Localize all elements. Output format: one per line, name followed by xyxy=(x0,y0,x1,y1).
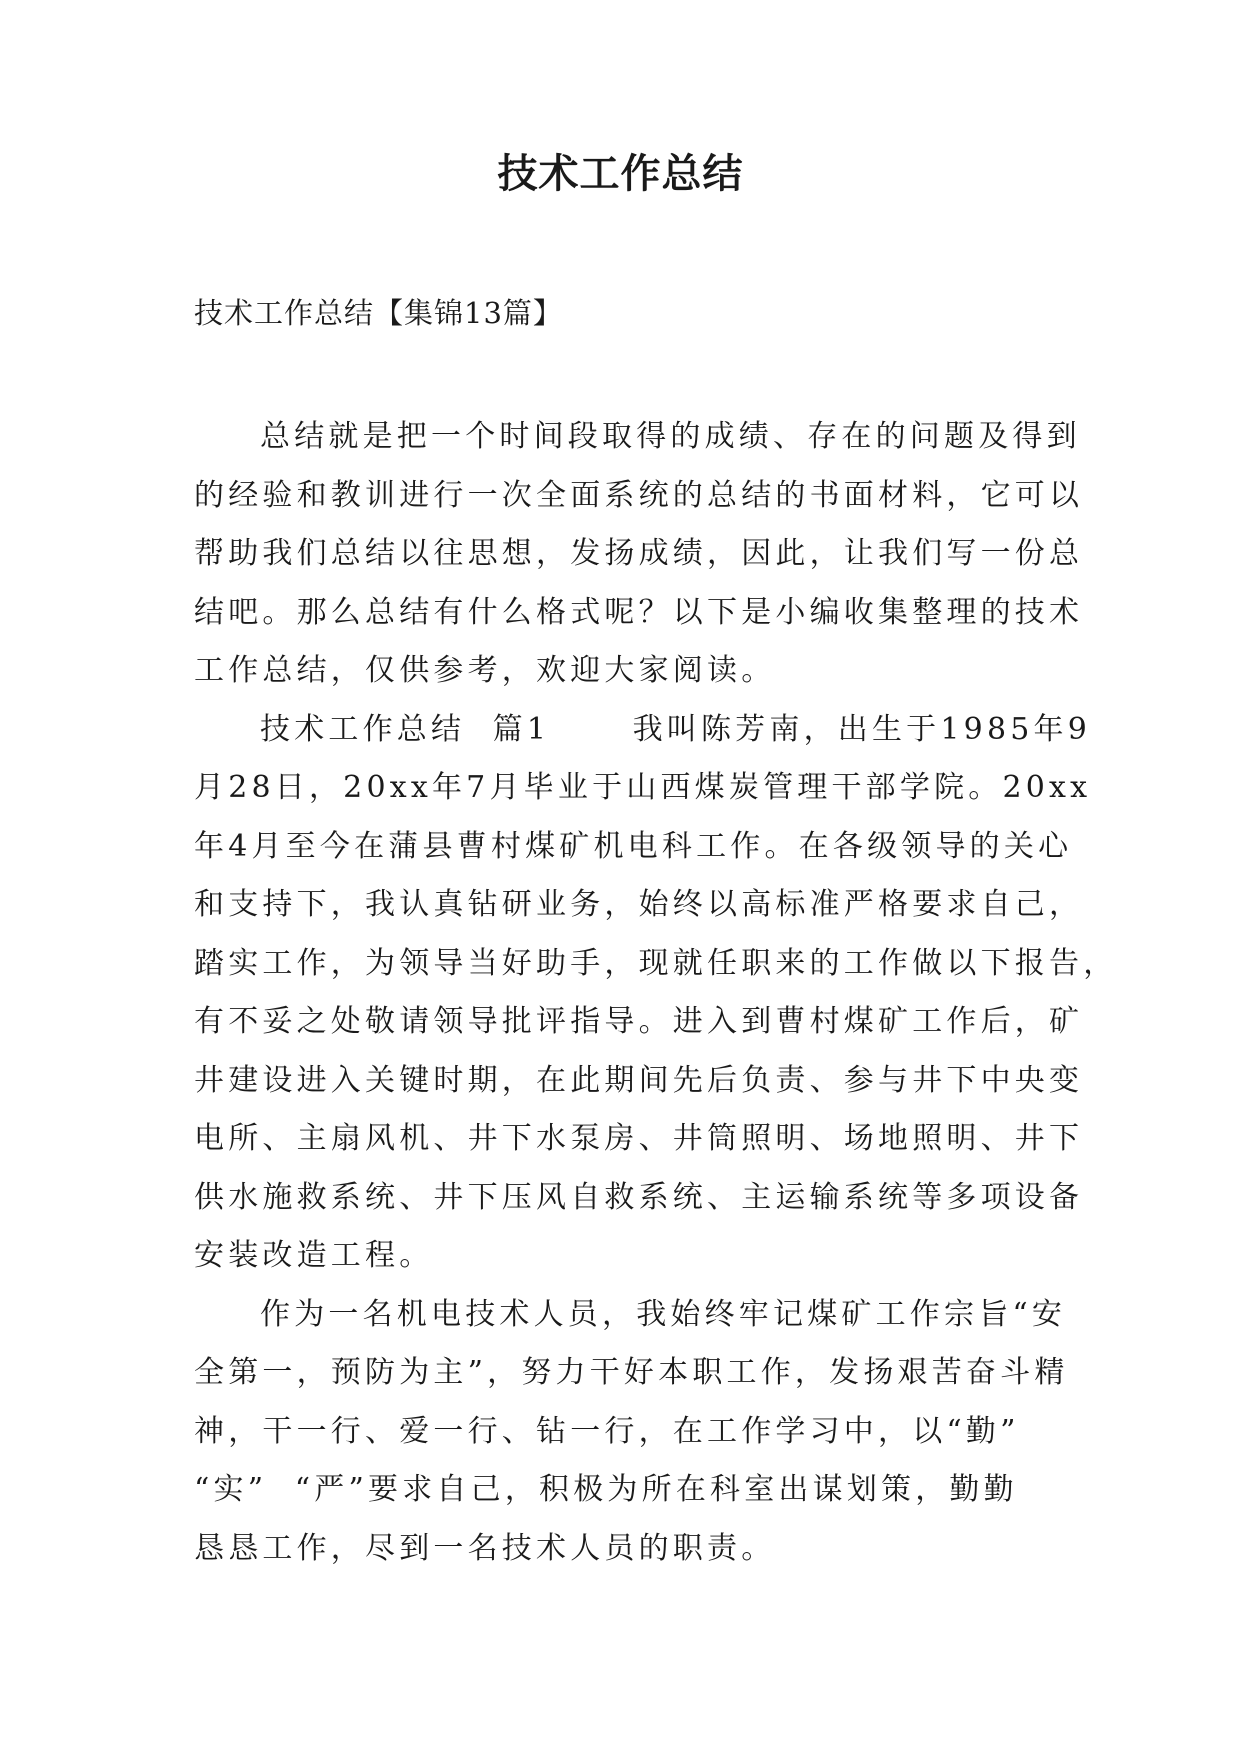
text-line: 作为一名机电技术人员，我始终牢记煤矿工作宗旨“安 xyxy=(260,1296,1067,1332)
document-body xyxy=(194,408,1118,1578)
text-line: 和支持下，我认真钻研业务，始终以高标准严格要求自己， xyxy=(194,887,1084,922)
text-line: “实” “严”要求自己，积极为所在科室出谋划策，勤勤 xyxy=(194,1472,1018,1507)
text-line: 技术工作总结 篇1 我叫陈芳南，出生于1985年9 xyxy=(260,711,1092,747)
text-line: 结吧。那么总结有什么格式呢？以下是小编收集整理的技术 xyxy=(194,594,1084,630)
text-line: 的经验和教训进行一次全面系统的总结的书面材料，它可以 xyxy=(194,477,1084,513)
section-1-paragraph xyxy=(194,701,1118,1286)
text-line: 安装改造工程。 xyxy=(194,1238,434,1273)
text-line: 神，干一行、爱一行、钻一行，在工作学习中，以“勤” xyxy=(194,1413,1020,1449)
text-line: 月28日，20xx年7月毕业于山西煤炭管理干部学院。20xx xyxy=(194,770,1092,805)
text-line: 有不妥之处敬请领导批评指导。进入到曹村煤矿工作后，矿 xyxy=(194,1004,1084,1039)
text-line: 踏实工作，为领导当好助手，现就任职来的工作做以下报告， xyxy=(194,945,1118,981)
section-1-paragraph-2 xyxy=(194,1286,1069,1579)
text-line: 全第一，预防为主”，努力干好本职工作，发扬艰苦奋斗精 xyxy=(194,1355,1069,1390)
text-line: 年4月至今在蒲县曹村煤矿机电科工作。在各级领导的关心 xyxy=(194,828,1073,864)
text-line: 工作总结，仅供参考，欢迎大家阅读。 xyxy=(194,653,776,688)
document-title: 技术工作总结 xyxy=(497,150,744,197)
text-line: 恳恳工作，尽到一名技术人员的职责。 xyxy=(194,1530,776,1566)
text-line: 帮助我们总结以往思想，发扬成绩，因此，让我们写一份总 xyxy=(194,536,1084,571)
text-line: 总结就是把一个时间段取得的成绩、存在的问题及得到 xyxy=(260,419,1081,454)
intro-paragraph xyxy=(194,408,1084,701)
text-line: 供水施救系统、井下压风自救系统、主运输系统等多项设备 xyxy=(194,1179,1084,1215)
text-line: 井建设进入关键时期，在此期间先后负责、参与井下中央变 xyxy=(194,1062,1084,1098)
document-subtitle: 技术工作总结【集锦13篇】 xyxy=(194,296,563,330)
text-line: 电所、主扇风机、井下水泵房、井筒照明、场地照明、井下 xyxy=(194,1121,1084,1156)
